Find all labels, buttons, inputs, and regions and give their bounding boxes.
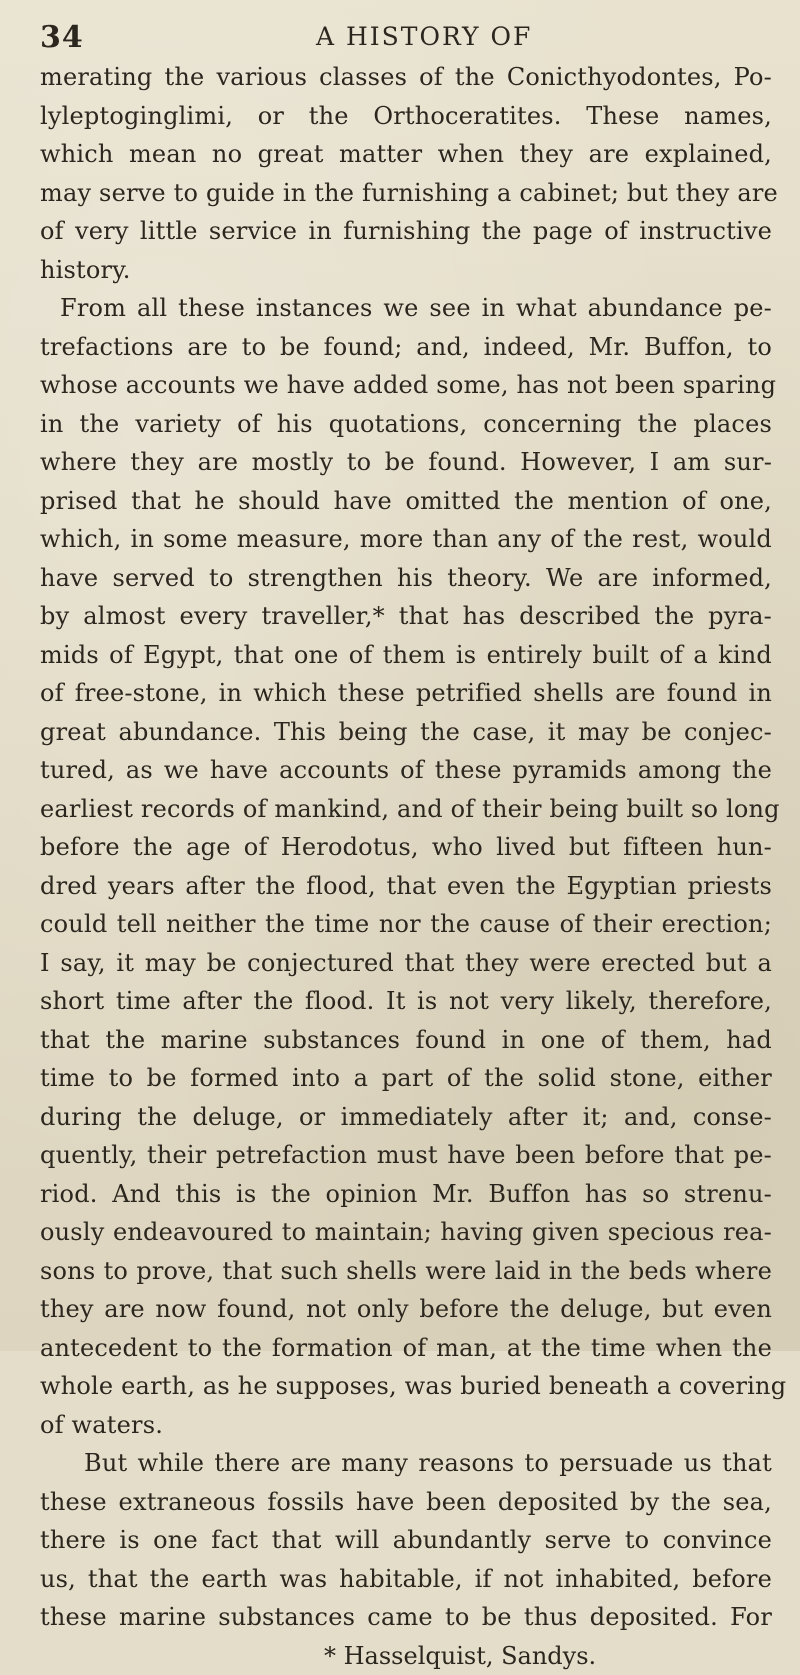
text-line: ously endeavoured to maintain; having given specious rea- xyxy=(40,1213,772,1252)
text-line: lyleptoginglimi, or the Orthoceratites. These names, xyxy=(40,97,772,136)
text-line: earliest records of mankind, and of their being built so long xyxy=(40,790,772,829)
text-line: could tell neither the time nor the cause of their erection; xyxy=(40,905,772,944)
text-line: antecedent to the formation of man, at the time when the xyxy=(40,1329,772,1368)
text-line: whole earth, as he supposes, was buried beneath a covering xyxy=(40,1367,772,1406)
text-line: From all these instances we see in what abundance pe- xyxy=(40,289,772,328)
body-text xyxy=(40,58,772,1675)
text-line: of very little service in furnishing the page of instructive xyxy=(40,212,772,251)
text-line: these extraneous fossils have been deposited by the sea, xyxy=(40,1483,772,1522)
running-head: A HISTORY OF xyxy=(316,22,532,51)
text-line: short time after the flood. It is not very likely, therefore, xyxy=(40,982,772,1021)
text-line: during the deluge, or immediately after it; and, conse- xyxy=(40,1098,772,1137)
text-line: great abundance. This being the case, it may be conjec- xyxy=(40,713,772,752)
text-line: before the age of Herodotus, who lived but fifteen hun- xyxy=(40,828,772,867)
text-line: there is one fact that will abundantly serve to convince xyxy=(40,1521,772,1560)
text-line: quently, their petrefaction must have been before that pe- xyxy=(40,1136,772,1175)
text-line: I say, it may be conjectured that they were erected but a xyxy=(40,944,772,983)
text-line: riod. And this is the opinion Mr. Buffon has so strenu- xyxy=(40,1175,772,1214)
text-line: mids of Egypt, that one of them is entirely built of a kind xyxy=(40,636,772,675)
page-header xyxy=(0,14,800,62)
text-line: trefactions are to be found; and, indeed, Mr. Buffon, to xyxy=(40,328,772,367)
text-line: that the marine substances found in one of them, had xyxy=(40,1021,772,1060)
text-line: have served to strengthen his theory. We are informed, xyxy=(40,559,772,598)
text-line: of free-stone, in which these petrified shells are found in xyxy=(40,674,772,713)
text-line: history. xyxy=(40,251,772,290)
text-line: tured, as we have accounts of these pyramids among the xyxy=(40,751,772,790)
text-line: of waters. xyxy=(40,1406,772,1445)
text-line: which, in some measure, more than any of the rest, would xyxy=(40,520,772,559)
text-line: us, that the earth was habitable, if not inhabited, before xyxy=(40,1560,772,1599)
text-line: But while there are many reasons to persuade us that xyxy=(40,1444,772,1483)
text-line: these marine substances came to be thus deposited. For xyxy=(40,1598,772,1637)
text-line: prised that he should have omitted the mention of one, xyxy=(40,482,772,521)
text-line: by almost every traveller,* that has described the pyra- xyxy=(40,597,772,636)
text-line: may serve to guide in the furnishing a cabinet; but they are xyxy=(40,174,772,213)
text-line: in the variety of his quotations, concerning the places xyxy=(40,405,772,444)
text-line: time to be formed into a part of the solid stone, either xyxy=(40,1059,772,1098)
text-line: dred years after the flood, that even the Egyptian priests xyxy=(40,867,772,906)
footnote: * Hasselquist, Sandys. xyxy=(40,1637,772,1675)
text-line: they are now found, not only before the deluge, but even xyxy=(40,1290,772,1329)
text-line: whose accounts we have added some, has not been sparing xyxy=(40,366,772,405)
text-line: merating the various classes of the Conicthyodontes, Po- xyxy=(40,58,772,97)
text-line: which mean no great matter when they are explained, xyxy=(40,135,772,174)
page-number: 34 xyxy=(40,20,84,55)
text-line: sons to prove, that such shells were laid in the beds where xyxy=(40,1252,772,1291)
text-line: where they are mostly to be found. However, I am sur- xyxy=(40,443,772,482)
